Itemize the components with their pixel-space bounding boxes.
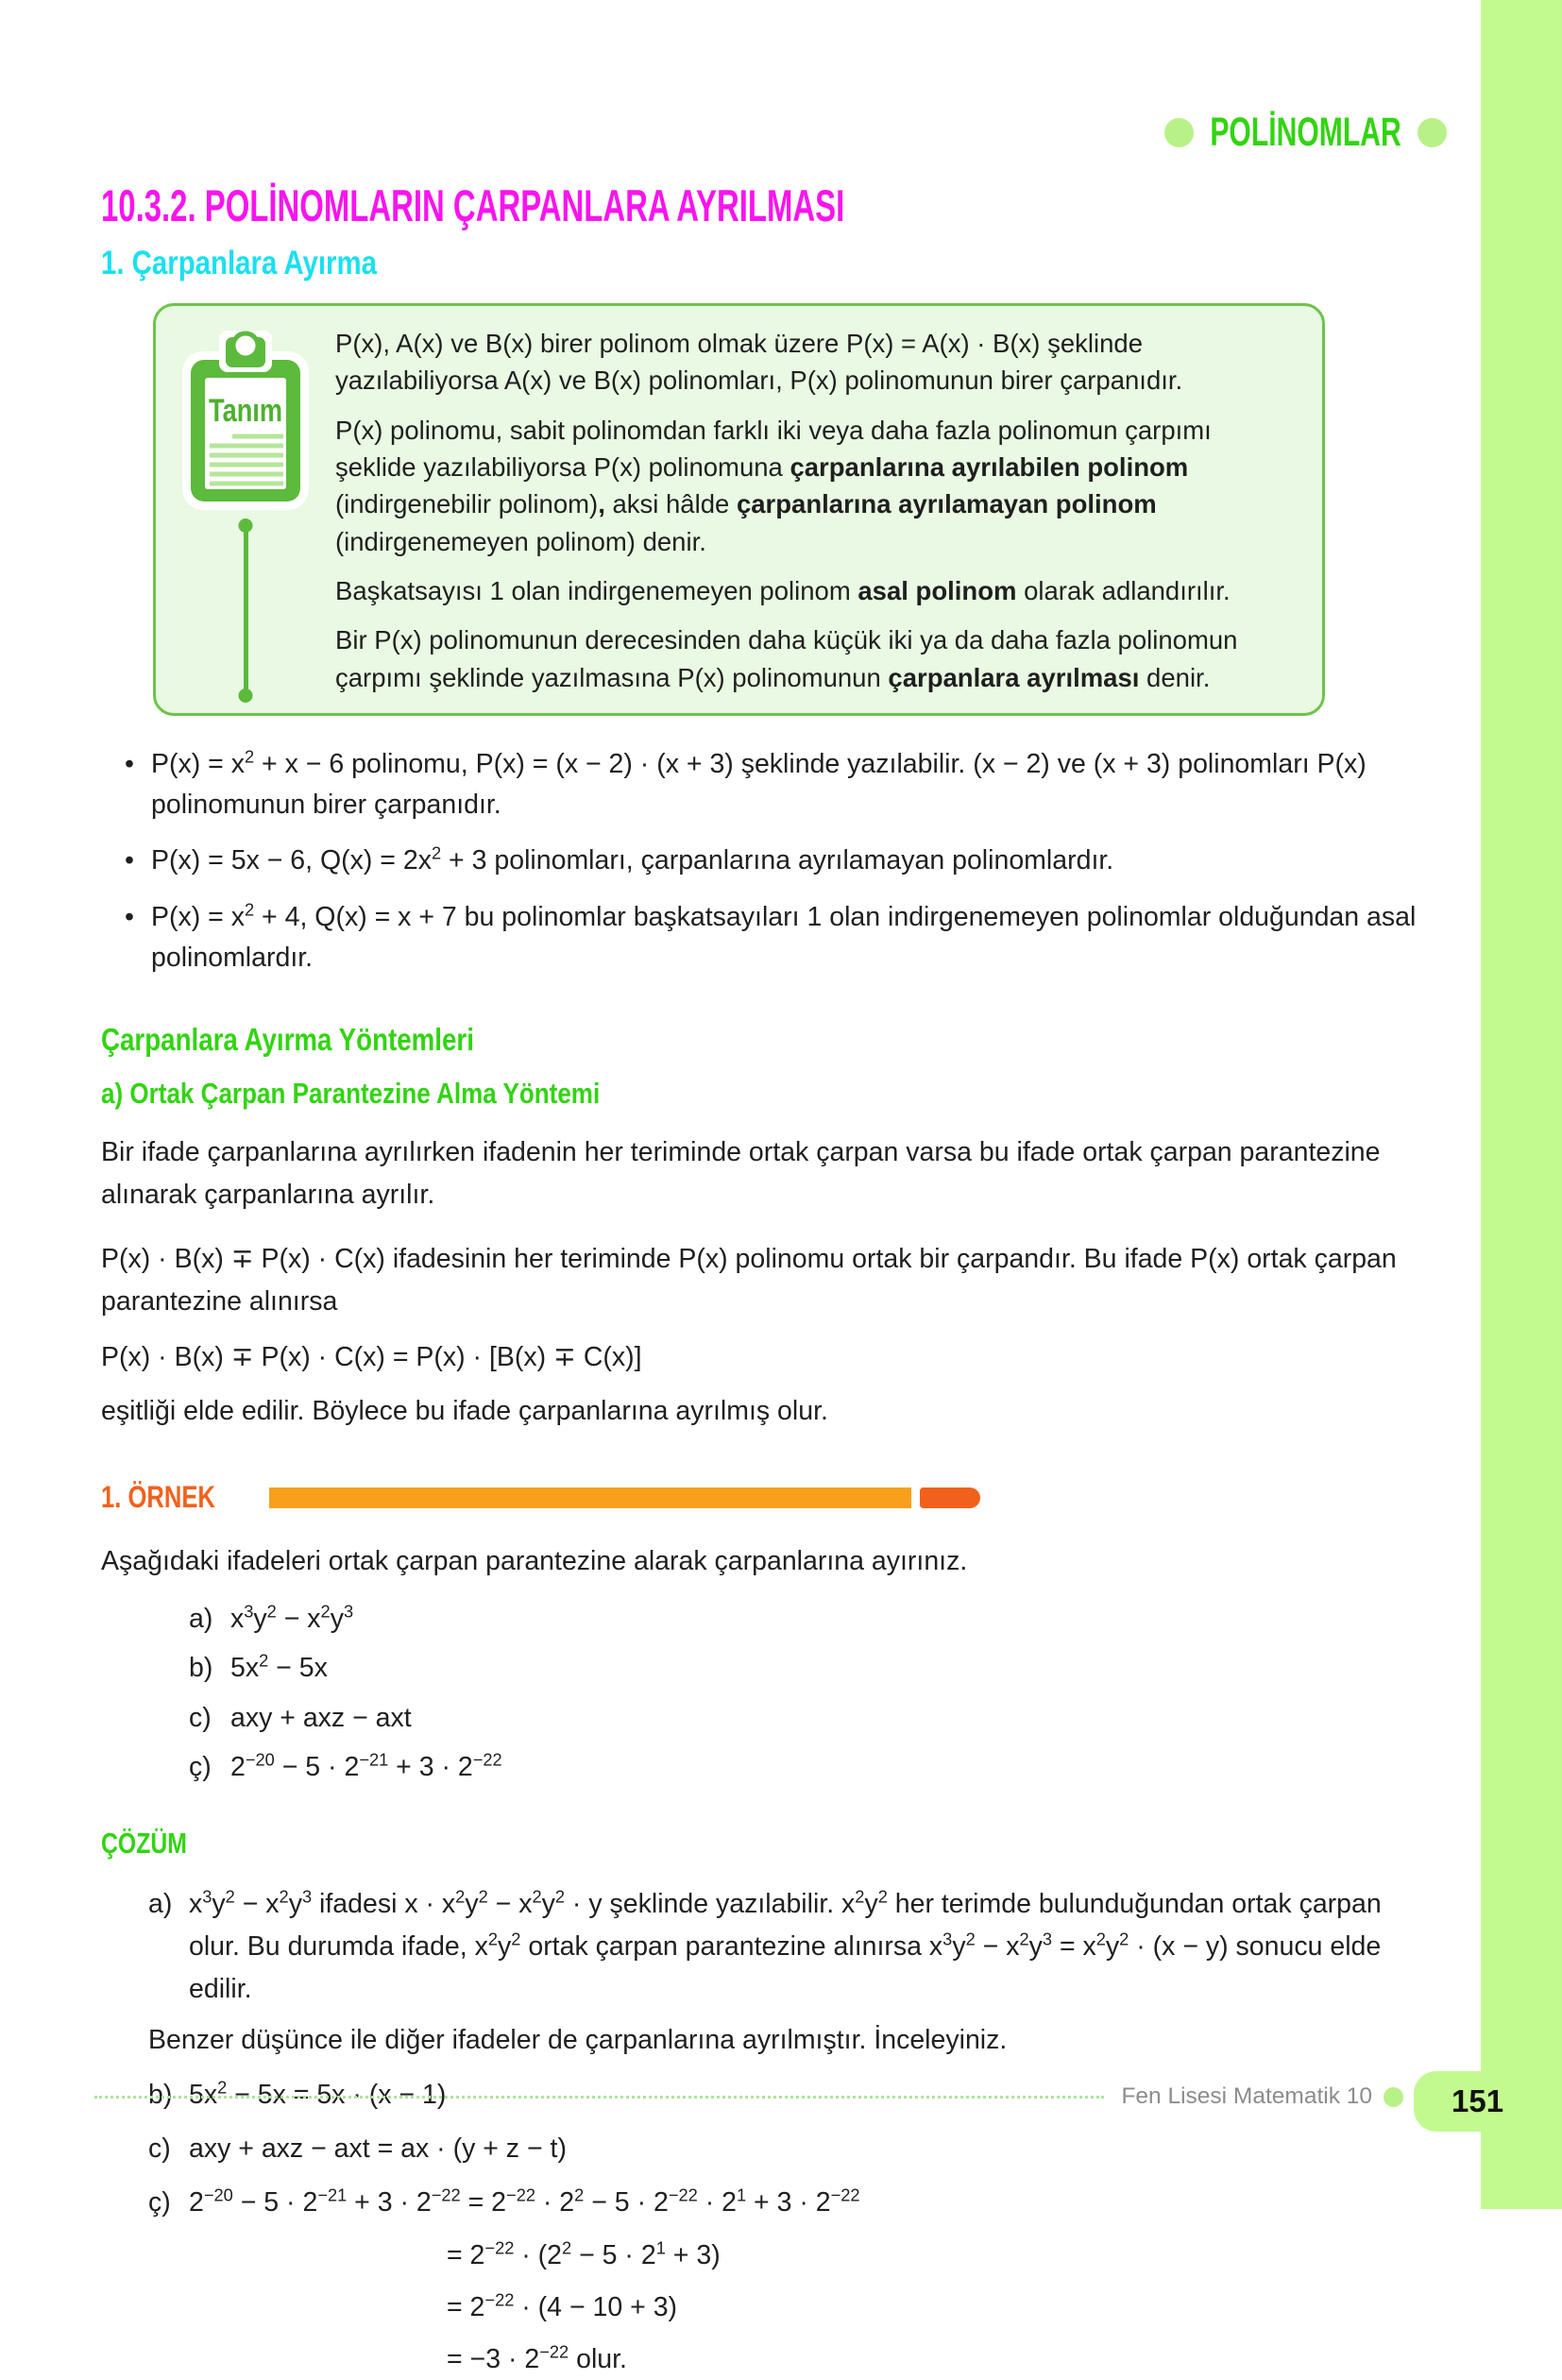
chapter-dot-right-icon xyxy=(1418,118,1447,147)
definition-paragraph: P(x) polinomu, sabit polinomdan farklı iki veya daha fazla polinomun çarpımı şeklide yazılabiliyorsa P(x) polinomuna çarpanlarına ayrılabilen polinom (indirgenebilir polinom), aksi hâlde çarpanlarına ayrılamayan polinom (indirgenemeyen polinom) denir. xyxy=(335,415,1212,556)
example-bar xyxy=(269,1488,911,1508)
solution-item-c xyxy=(148,2130,1435,2168)
bullet-item: • P(x) = 5x − 6, $Q(x) = 2x^2 + 3$ polinomları, çarpanlarına ayrılamayan polinomlardır. xyxy=(101,841,1435,881)
example-items xyxy=(101,1599,1435,1787)
footer-book-title: Fen Lisesi Matematik 10 xyxy=(1121,2083,1372,2109)
equation-line: $5x^2 - 5x = 5x \cdot (x - 1)$ xyxy=(189,2077,447,2110)
section-title: 10.3.2. POLİNOMLARIN ÇARPANLARA AYRILMASI xyxy=(101,180,845,230)
item-expression: $5x^2 - 5x$ xyxy=(230,1650,328,1684)
example-label: 1. ÖRNEK xyxy=(101,1480,215,1515)
equation-line: = $-3 \cdot 2^{-22}$ olur. xyxy=(447,2341,627,2375)
example-item xyxy=(189,1747,1435,1787)
methods-heading: Çarpanlara Ayırma Yöntemleri xyxy=(101,1021,474,1057)
equation-line: axy + axz − axt = ax · (y + z − t) xyxy=(189,2133,567,2164)
example-prompt: Aşağıdaki ifadeleri ortak çarpan parantezine alarak çarpanlarına ayırınız. xyxy=(101,1546,968,1577)
definition-label: Tanım xyxy=(209,393,282,429)
chapter-title: POLİNOMLAR xyxy=(1210,110,1401,155)
content xyxy=(101,179,1435,2380)
method-a-heading: a) Ortak Çarpan Parantezine Alma Yöntemi xyxy=(101,1076,601,1110)
solution-note: Benzer düşünce ile diğer ifadeler de çarpanlarına ayrılmıştır. İnceleyiniz. xyxy=(148,2024,1008,2055)
page-number: 151 xyxy=(1452,2083,1504,2118)
example-item xyxy=(189,1698,1435,1738)
solution-heading: ÇÖZÜM xyxy=(101,1826,187,1860)
item-label: a) xyxy=(189,1604,213,1635)
definition-icon-column xyxy=(156,325,335,696)
equation-line: $2^{-20} - 5 \cdot 2^{-21} + 3 \cdot 2^{-22} = 2^{-22} \cdot 2^2 - 5 \cdot 2^{-22} \cdot 2^1 + 3 \cdot 2^{-22}$ xyxy=(189,2184,860,2218)
item-expression: $x^3y^2 - x^2y^3$ xyxy=(230,1601,354,1635)
solution-item-c-cedilla xyxy=(148,2184,1435,2222)
method-paragraph-2: P(x) · B(x) ∓ P(x) · C(x) ifadesinin her teriminde P(x) polinomu ortak bir çarpandır. Bu ifade P(x) ortak çarpan parantezine alınırsa xyxy=(101,1243,1397,1318)
solution-item-a xyxy=(148,1883,1435,2011)
example-header xyxy=(101,1480,1435,1515)
footer-dot-icon xyxy=(1384,2087,1403,2107)
item-label: c) xyxy=(189,1702,212,1733)
bullet-item: • $P(x) = x^2 + x - 6$ polinomu, P(x) = (x − 2) · (x + 3) şeklinde yazılabilir. (x − 2) ve (x + 3) polinomları P(x) polinomunun birer çarpanıdır. xyxy=(101,744,1435,825)
item-expression: axy + axz − axt xyxy=(230,1702,412,1733)
item-label: ç) xyxy=(189,1751,212,1782)
equation-line: = $2^{-22} \cdot (4 - 10 + 3)$ xyxy=(447,2289,678,2322)
item-expression: $2^{-20} - 5 \cdot 2^{-21} + 3 \cdot 2^{-22}$ xyxy=(230,1749,502,1782)
definition-connector-line xyxy=(244,525,248,696)
method-formula: P(x) · B(x) ∓ P(x) · C(x) = P(x) · [B(x) ∓ C(x)] xyxy=(101,1341,642,1372)
definition-paragraph: Bir P(x) polinomunun derecesinden daha küçük iki ya da daha fazla polinomun çarpımı şeklinde yazılmasına P(x) polinomunun çarpanlara ayrılması denir. xyxy=(335,625,1238,692)
definition-paragraph: Başkatsayısı 1 olan indirgenemeyen polinom asal polinom olarak adlandırılır. xyxy=(335,575,1231,605)
footer xyxy=(94,2083,1403,2110)
item-label: c) xyxy=(148,2133,171,2164)
item-label: b) xyxy=(189,1653,213,1684)
subsection-title: 1. Çarpanlara Ayırma xyxy=(101,245,377,281)
side-strip xyxy=(1481,0,1562,2209)
equation-line: = $2^{-22} \cdot (2^2 - 5 \cdot 2^1 + 3)$ xyxy=(447,2237,721,2270)
item-label: a) xyxy=(148,1888,173,1919)
example-item xyxy=(189,1599,1435,1639)
definition-paragraph: P(x), A(x) ve B(x) birer polinom olmak üzere P(x) = A(x) · B(x) şeklinde yazılabiliyorsa A(x) ve B(x) polinomları, P(x) polinomunun birer çarpanıdır. xyxy=(335,329,1183,396)
definition-box xyxy=(153,303,1325,716)
method-paragraph-1: Bir ifade çarpanlarına ayrılırken ifadenin her teriminde ortak çarpan varsa bu ifade ortak çarpan parantezine alınarak çarpanlarına ayrılır. xyxy=(101,1136,1381,1211)
solution-text: $x^3y^2 - x^2y^3$ ifadesi $x \cdot x^2y^2 - x^2y^2 \cdot y$ şeklinde yazılabilir. $x^2y^2$ her terimde bulunduğundan ortak çarpan olur. Bu durumda ifade, $x^2y^2$ ortak çarpan parantezine alınırsa $x^3y^2 - x^2y^3 = x^2y^2 \cdot (x - y)$ sonucu elde edilir. xyxy=(189,1886,1382,2004)
bullet-item: • $P(x) = x^2 + 4$, Q(x) = x + 7 bu polinomlar başkatsayıları 1 olan indirgenemeyen polinomlar olduğundan asal polinomlardır. xyxy=(101,897,1435,978)
example-item xyxy=(189,1648,1435,1688)
chapter-dot-left-icon xyxy=(1164,118,1194,147)
example-bar-cap xyxy=(920,1488,980,1508)
item-label: ç) xyxy=(148,2187,171,2218)
chapter-header xyxy=(1164,110,1447,156)
page-number-badge xyxy=(1414,2071,1562,2132)
definition-text xyxy=(335,325,1298,696)
bullet-list xyxy=(101,744,1435,978)
clipboard-icon xyxy=(172,325,319,518)
item-label: b) xyxy=(148,2079,173,2110)
method-paragraph-3: eşitliği elde edilir. Böylece bu ifade çarpanlarına ayrılmış olur. xyxy=(101,1395,828,1426)
footer-dotted-line xyxy=(94,2096,1104,2099)
